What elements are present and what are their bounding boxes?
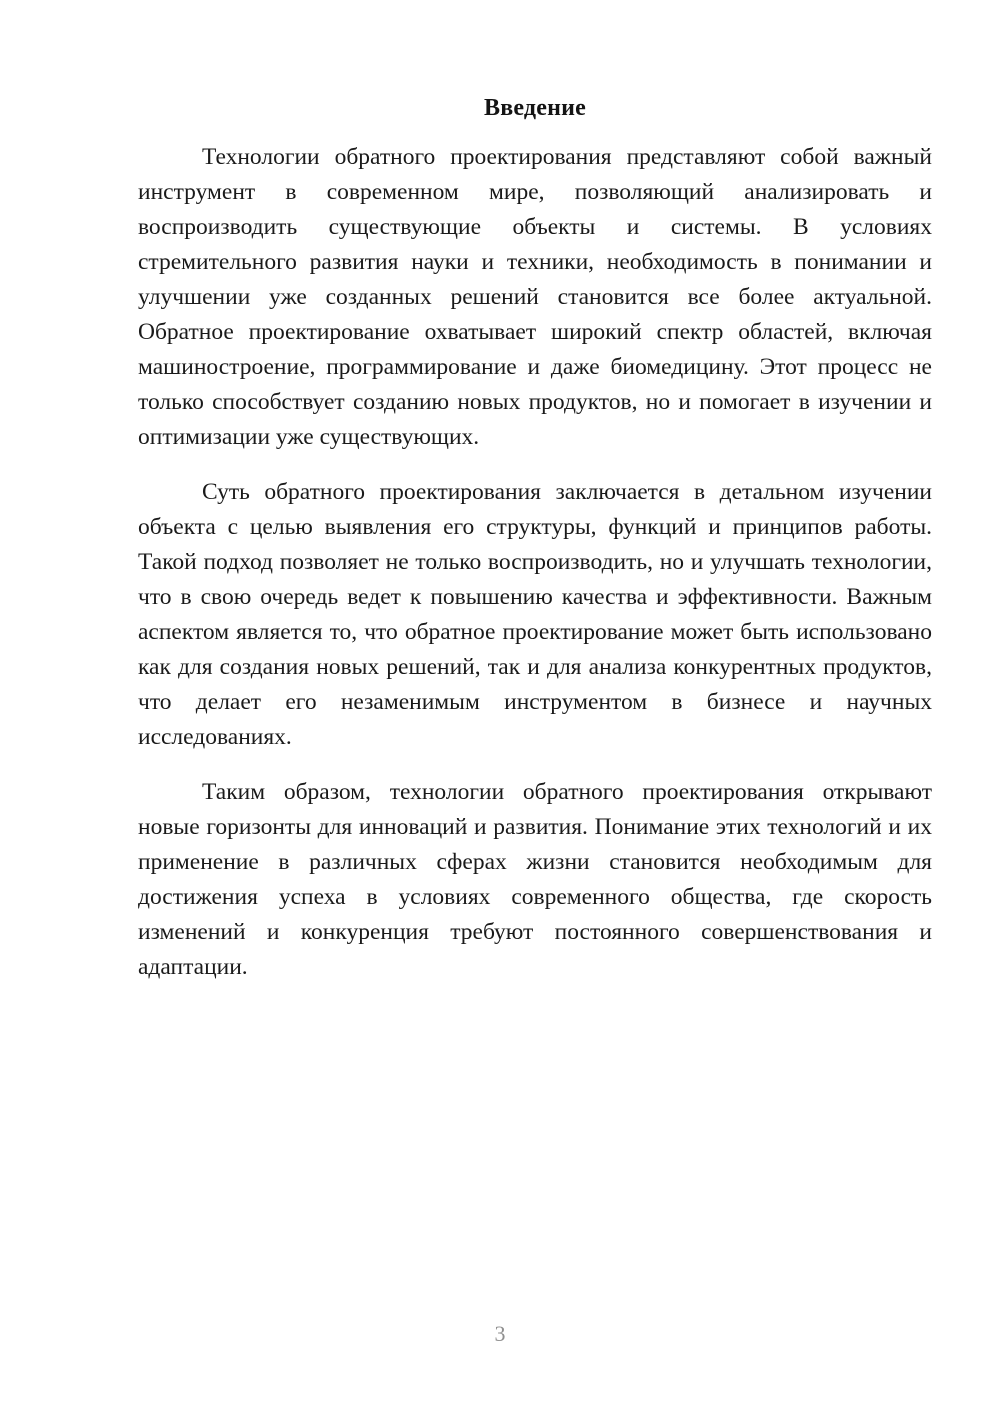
page-number: 3	[494, 1321, 506, 1346]
paragraph: Таким образом, технологии обратного проектирования открывают новые горизонты для инноваций и развития. Понимание этих технологий и их применение в различных сферах жизни становится необходимым для достижения успеха в условиях современного общества, где скорость изменений и конкуренция требуют постоянного совершенствования и адаптации.	[138, 779, 932, 981]
paragraph: Суть обратного проектирования заключается в детальном изучении объекта с целью выявления его структуры, функций и принципов работы. Такой подход позволяет не только воспроизводить, но и улучшать технологии, что в свою очередь ведет к повышению качества и эффективности. Важным аспектом является то, что обратное проектирование может быть использовано как для создания новых решений, так и для анализа конкурентных продуктов, что делает его незаменимым инструментом в бизнесе и научных исследованиях.	[138, 479, 932, 751]
page-title: Введение	[483, 95, 586, 121]
paragraph: Технологии обратного проектирования представляют собой важный инструмент в современном мире, позволяющий анализировать и воспроизводить существующие объекты и системы. В условиях стремительного развития науки и техники, необходимость в понимании и улучшении уже созданных решений становится все более актуальной. Обратное проектирование охватывает широкий спектр областей, включая машиностроение, программирование и даже биомедицину. Этот процесс не только способствует созданию новых продуктов, но и помогает в изучении и оптимизации уже существующих.	[138, 144, 932, 451]
document-body	[138, 92, 932, 985]
